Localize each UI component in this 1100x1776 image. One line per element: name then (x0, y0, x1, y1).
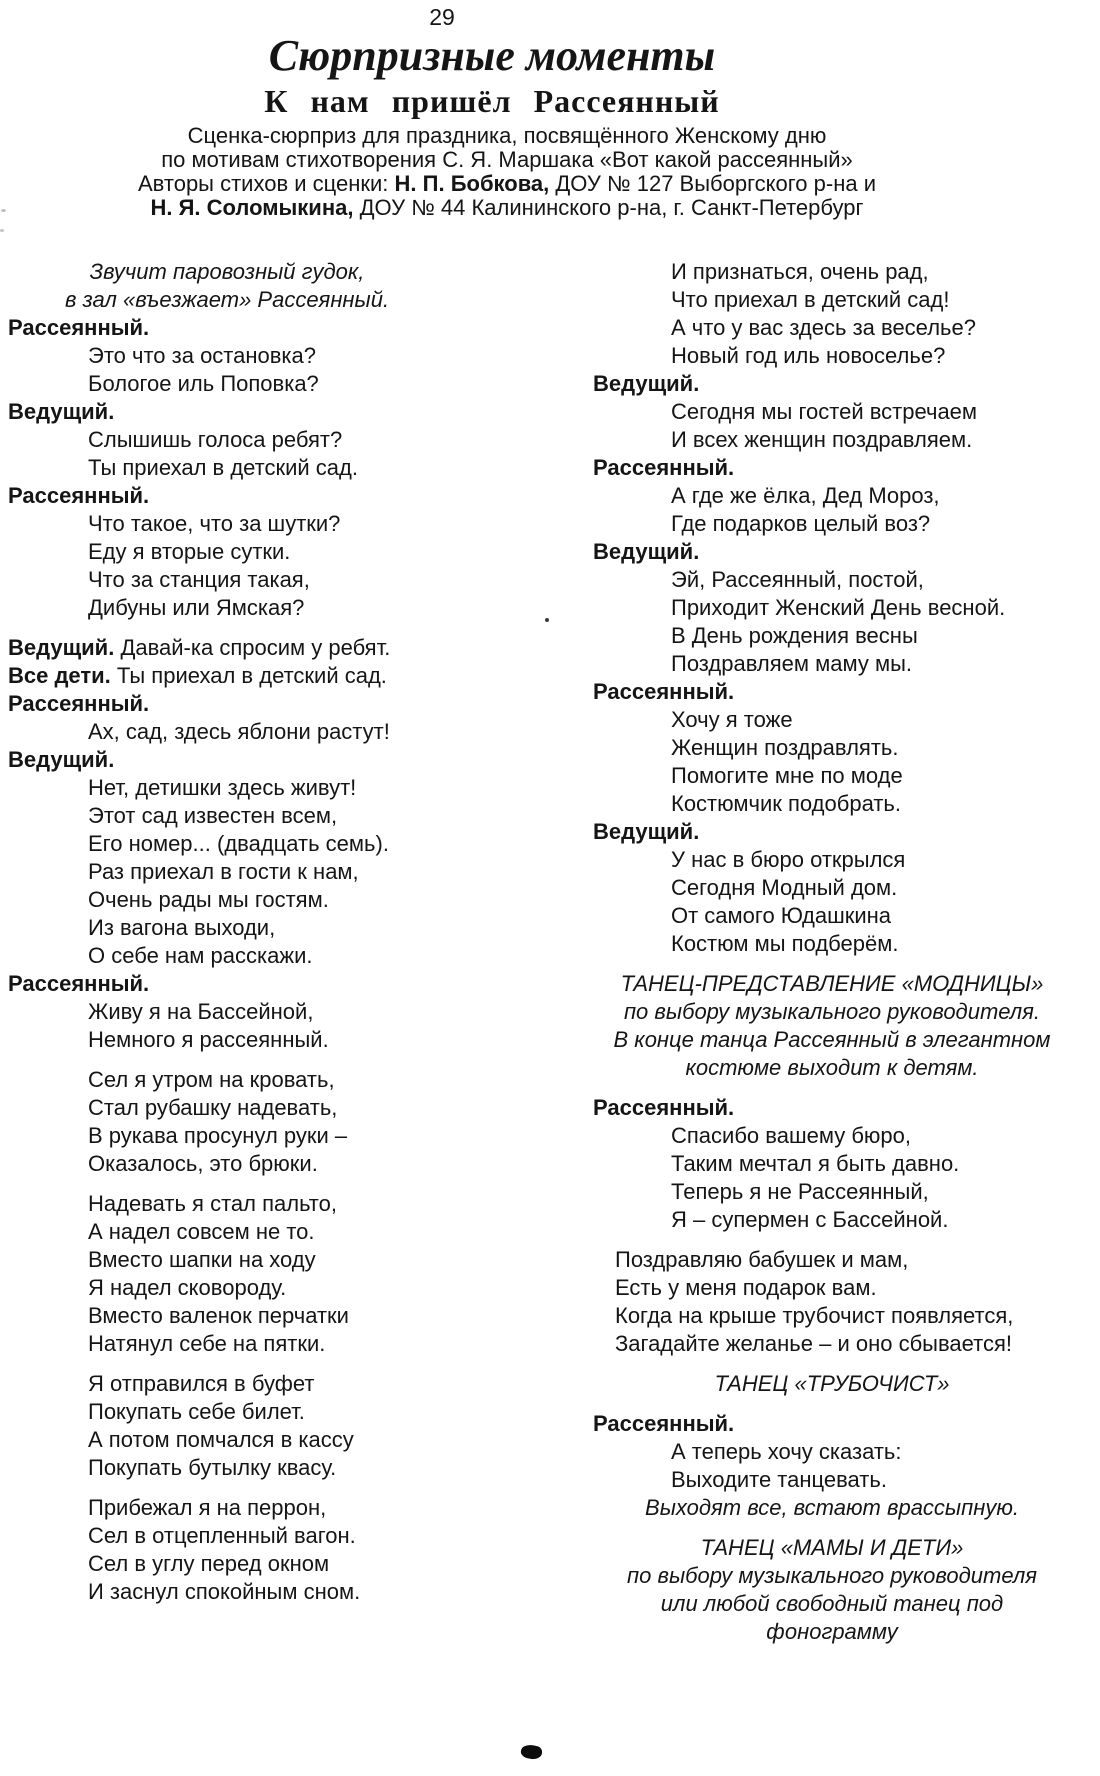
dialogue-line: Костюм мы подберём. (671, 931, 899, 956)
speaker-label: Рассеянный. (8, 971, 150, 996)
speaker-label: Ведущий. (8, 747, 115, 772)
dialogue-line: Есть у меня подарок вам. (615, 1275, 877, 1300)
dialogue-line: О себе нам расскажи. (88, 943, 313, 968)
dialogue-line: Вместо шапки на ходу (88, 1247, 316, 1272)
speaker-label: Ведущий. (8, 399, 115, 424)
page-header (0, 33, 984, 119)
script-column-right (593, 258, 1071, 1646)
script-columns (0, 258, 1100, 1688)
dialogue-line: Раз приехал в гости к нам, (88, 859, 359, 884)
ink-blot-artifact (520, 1743, 544, 1762)
dialogue-line: Ты приехал в детский сад. (88, 455, 358, 480)
stage-direction: Звучит паровозный гудок, (89, 259, 365, 284)
dialogue-line: Где подарков целый воз? (671, 511, 931, 536)
dialogue-line: А где же ёлка, Дед Мороз, (671, 483, 940, 508)
stage-direction: в зал «въезжает» Рассеянный. (64, 287, 390, 312)
page-subtitle: К нам пришёл Рассеянный (264, 83, 720, 119)
stage-direction: или любой свободный танец под фонограмму (660, 1591, 1004, 1644)
speaker-label: Рассеянный. (593, 455, 735, 480)
stage-direction: В конце танца Рассеянный в элегантном (613, 1027, 1051, 1052)
dialogue-line: А потом помчался в кассу (88, 1427, 354, 1452)
dialogue-line: Надевать я стал пальто, (88, 1191, 337, 1216)
dialogue-line: Новый год иль новоселье? (671, 343, 946, 368)
dialogue-line: Теперь я не Рассеянный, (671, 1179, 929, 1204)
dialogue-line: Таким мечтал я быть давно. (671, 1151, 960, 1176)
byline-line: Н. Я. Соломыкина, ДОУ № 44 Калининского р-на, г. Санкт-Петербург (150, 195, 864, 220)
dialogue-line: Покупать себе билет. (88, 1399, 305, 1424)
dialogue-line: У нас в бюро открылся (671, 847, 906, 872)
dialogue-line: Покупать бутылку квасу. (88, 1455, 337, 1480)
dialogue-line: Ах, сад, здесь яблони растут! (88, 719, 390, 744)
dialogue-line: От самого Юдашкина (671, 903, 892, 928)
dialogue-line: Что такое, что за шутки? (88, 511, 341, 536)
dialogue-line: Из вагона выходи, (88, 915, 276, 940)
scan-speck (545, 618, 549, 622)
dialogue-line: Приходит Женский День весной. (671, 595, 1006, 620)
dialogue-line: Женщин поздравлять. (671, 735, 899, 760)
stage-direction: ТАНЕЦ-ПРЕДСТАВЛЕНИЕ «МОДНИЦЫ» (620, 971, 1044, 996)
dialogue-line: Эй, Рассеянный, постой, (671, 567, 924, 592)
dialogue-line: Стал рубашку надевать, (88, 1095, 338, 1120)
stage-direction: по выбору музыкального руководителя (627, 1563, 1037, 1588)
stage-direction: ТАНЕЦ «МАМЫ И ДЕТИ» (700, 1535, 964, 1560)
stage-direction: по выбору музыкального руководителя. (623, 999, 1041, 1024)
dialogue-line: Сел я утром на кровать, (88, 1067, 335, 1092)
speaker-label: Рассеянный. (8, 315, 150, 340)
dialogue-line: Я – супермен с Бассейной. (671, 1207, 949, 1232)
dialogue-line: Нет, детишки здесь живут! (88, 775, 357, 800)
dialogue-line: Немного я рассеянный. (88, 1027, 329, 1052)
speaker-label: Рассеянный. (593, 1411, 735, 1436)
dialogue-line: Я отправился в буфет (88, 1371, 315, 1396)
dialogue-line: Все дети. Ты приехал в детский сад. (8, 663, 387, 688)
dialogue-line: Что за станция такая, (88, 567, 310, 592)
dialogue-line: Поздравляю бабушек и мам, (615, 1247, 909, 1272)
page-number: 29 (429, 4, 455, 30)
dialogue-line: Сел в отцепленный вагон. (88, 1523, 356, 1548)
speaker-label: Ведущий. (593, 819, 700, 844)
speaker-label: Рассеянный. (593, 679, 735, 704)
dialogue-line: И признаться, очень рад, (671, 259, 929, 284)
dialogue-line: И заснул спокойным сном. (88, 1579, 361, 1604)
byline-line: Сценка-сюрприз для праздника, посвящённого Женскому дню (187, 123, 827, 148)
script-column-left (8, 258, 446, 1606)
dialogue-line: В День рождения весны (671, 623, 918, 648)
dialogue-line: Поздравляем маму мы. (671, 651, 913, 676)
dialogue-line: Это что за остановка? (88, 343, 317, 368)
speaker-label: Рассеянный. (8, 691, 150, 716)
byline-block (0, 124, 1014, 220)
dialogue-line: Слышишь голоса ребят? (88, 427, 343, 452)
dialogue-line: Спасибо вашему бюро, (671, 1123, 912, 1148)
stage-direction: ТАНЕЦ «ТРУБОЧИСТ» (714, 1371, 950, 1396)
dialogue-line: Натянул себе на пятки. (88, 1331, 326, 1356)
stage-direction: Выходят все, встают врассыпную. (645, 1495, 1019, 1520)
byline-line: Авторы стихов и сценки: Н. П. Бобкова, ДОУ № 127 Выборгского р-на и (138, 171, 876, 196)
dialogue-line: И всех женщин поздравляем. (671, 427, 973, 452)
dialogue-line: Когда на крыше трубочист появляется, (615, 1303, 1014, 1328)
dialogue-line: Вместо валенок перчатки (88, 1303, 349, 1328)
dialogue-line: Этот сад известен всем, (88, 803, 338, 828)
dialogue-line: Его номер... (двадцать семь). (88, 831, 389, 856)
dialogue-line: Что приехал в детский сад! (671, 287, 950, 312)
speaker-label: Рассеянный. (8, 483, 150, 508)
dialogue-line: А надел совсем не то. (88, 1219, 315, 1244)
dialogue-line: Загадайте желанье – и оно сбывается! (615, 1331, 1013, 1356)
dialogue-line: А что у вас здесь за веселье? (671, 315, 976, 340)
page-title: Сюрпризные моменты (268, 31, 716, 80)
dialogue-line: Прибежал я на перрон, (88, 1495, 327, 1520)
dialogue-line: Очень рады мы гостям. (88, 887, 329, 912)
dialogue-line: Дибуны или Ямская? (88, 595, 305, 620)
stage-direction: костюме выходит к детям. (685, 1055, 979, 1080)
dialogue-line: Ведущий. Давай-ка спросим у ребят. (8, 635, 391, 660)
speaker-label: Ведущий. (593, 539, 700, 564)
dialogue-line: Еду я вторые сутки. (88, 539, 291, 564)
scan-speck (1, 209, 6, 212)
speaker-label: Рассеянный. (593, 1095, 735, 1120)
dialogue-line: А теперь хочу сказать: (671, 1439, 902, 1464)
scan-speck (0, 229, 4, 232)
dialogue-line: В рукава просунул руки – (88, 1123, 348, 1148)
dialogue-line: Костюмчик подобрать. (671, 791, 901, 816)
dialogue-line: Сел в углу перед окном (88, 1551, 330, 1576)
dialogue-line: Оказалось, это брюки. (88, 1151, 318, 1176)
dialogue-line: Бологое иль Поповка? (88, 371, 319, 396)
dialogue-line: Я надел сковороду. (88, 1275, 287, 1300)
speaker-label: Ведущий. (593, 371, 700, 396)
dialogue-line: Хочу я тоже (671, 707, 793, 732)
dialogue-line: Помогите мне по моде (671, 763, 903, 788)
dialogue-line: Сегодня Модный дом. (671, 875, 898, 900)
dialogue-line: Живу я на Бассейной, (88, 999, 314, 1024)
dialogue-line: Сегодня мы гостей встречаем (671, 399, 978, 424)
byline-line: по мотивам стихотворения С. Я. Маршака «Вот какой рассеянный» (161, 147, 853, 172)
dialogue-line: Выходите танцевать. (671, 1467, 887, 1492)
